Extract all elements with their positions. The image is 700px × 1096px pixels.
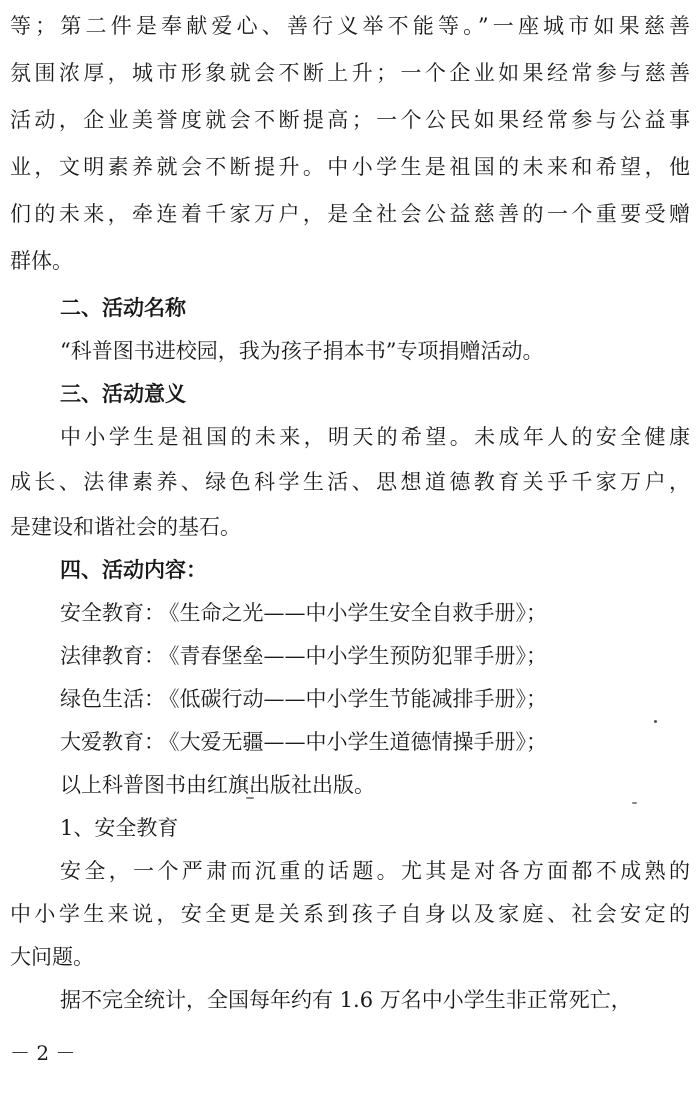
page-number: － 2 － bbox=[10, 1041, 76, 1065]
content-item-title: 《低碳行动——中小学生节能减排手册》； bbox=[169, 687, 547, 711]
intro-line-5: 们的未来，牵连着千家万户，是全社会公益慈善的一个重要受赠 bbox=[10, 202, 690, 226]
subsection1-line-3: 大问题。 bbox=[10, 945, 94, 969]
intro-line-1: 等；第二件是奉献爱心、善行义举不能等。”一座城市如果慈善 bbox=[10, 14, 690, 38]
content-item-label: 绿色生活： bbox=[60, 687, 165, 711]
subsection1-line-1: 安全，一个严肃而沉重的话题。尤其是对各方面都不成熟的 bbox=[60, 859, 690, 883]
content-item bbox=[60, 595, 547, 631]
intro-line-4: 业，文明素养就会不断提升。中小学生是祖国的未来和希望，他 bbox=[10, 155, 690, 179]
section2-body: “科普图书进校园，我为孩子捐本书”专项捐赠活动。 bbox=[60, 339, 544, 363]
content-item-label: 大爱教育： bbox=[60, 730, 165, 754]
content-item-label: 法律教育： bbox=[60, 644, 165, 668]
scan-speck bbox=[632, 802, 637, 804]
publisher-note: 以上科普图书由红旗出版社出版。 bbox=[60, 773, 375, 797]
intro-line-2: 氛围浓厚，城市形象就会不断上升；一个企业如果经常参与慈善 bbox=[10, 61, 690, 85]
section4-heading: 四、活动内容： bbox=[60, 558, 207, 582]
content-item bbox=[60, 681, 547, 717]
content-item bbox=[60, 638, 547, 674]
section3-line-2: 成长、法律素养、绿色科学生活、思想道德教育关乎千家万户， bbox=[10, 470, 690, 494]
content-item-label: 安全教育： bbox=[60, 601, 165, 625]
intro-line-3: 活动，企业美誉度就会不断提高；一个公民如果经常参与公益事 bbox=[10, 108, 690, 132]
subsection1-stat-line: 据不完全统计，全国每年约有 1.6 万名中小学生非正常死亡， bbox=[60, 988, 632, 1012]
section3-heading: 三、活动意义 bbox=[60, 382, 186, 406]
section2-heading: 二、活动名称 bbox=[60, 296, 186, 320]
subsection1-line-2: 中小学生来说，安全更是关系到孩子自身以及家庭、社会安定的 bbox=[10, 902, 690, 926]
subsection1-heading: 1、安全教育 bbox=[60, 816, 179, 840]
scan-speck bbox=[246, 797, 254, 799]
section3-line-3: 是建设和谐社会的基石。 bbox=[10, 515, 241, 539]
section3-line-1: 中小学生是祖国的未来，明天的希望。未成年人的安全健康 bbox=[60, 425, 690, 449]
content-item bbox=[60, 724, 547, 760]
content-item-title: 《大爱无疆——中小学生道德情操手册》； bbox=[169, 730, 547, 754]
content-item-title: 《青春堡垒——中小学生预防犯罪手册》； bbox=[169, 644, 547, 668]
intro-line-6: 群体。 bbox=[10, 249, 73, 273]
scan-speck bbox=[654, 720, 657, 723]
content-item-title: 《生命之光——中小学生安全自救手册》； bbox=[169, 601, 547, 625]
